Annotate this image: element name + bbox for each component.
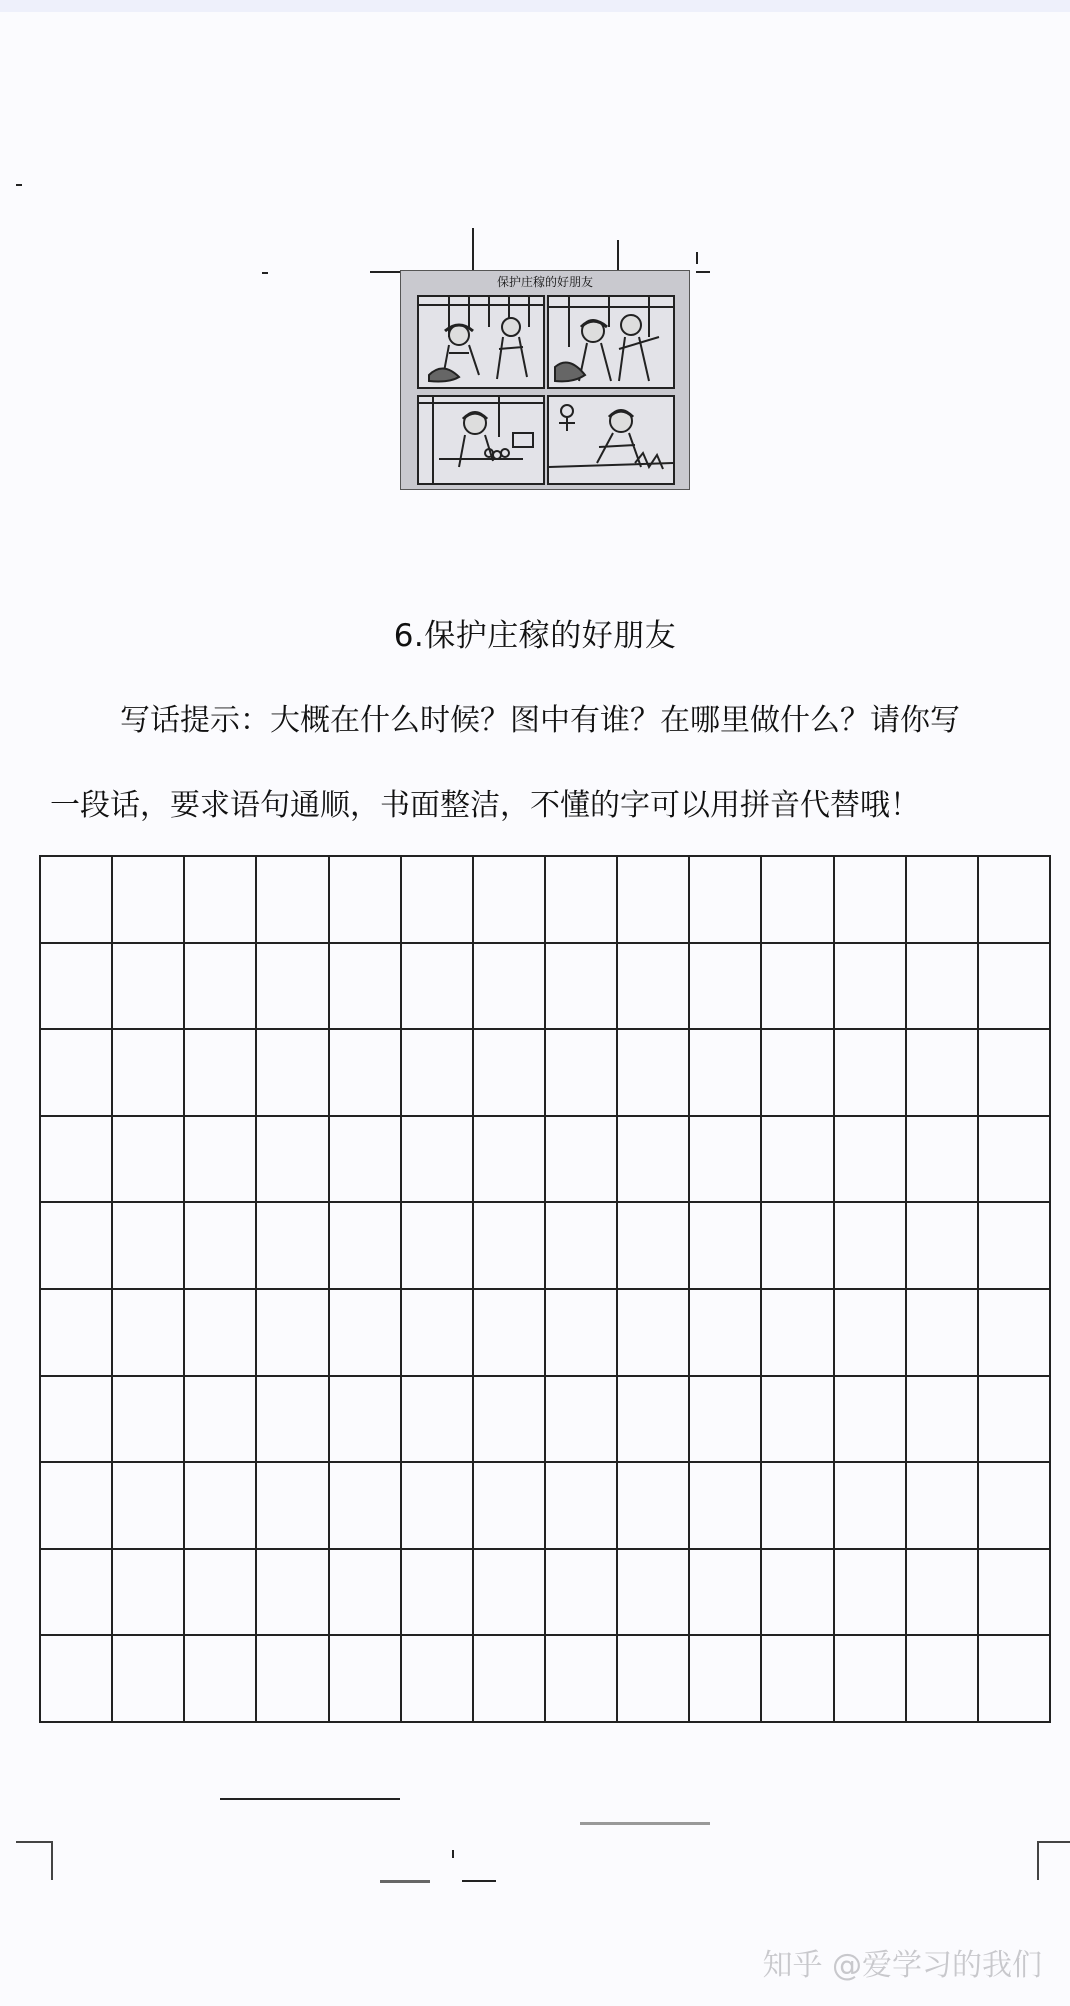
grid-cell[interactable] <box>546 1636 618 1723</box>
crop-corner-right <box>1036 1840 1070 1880</box>
grid-cell[interactable] <box>474 1117 546 1204</box>
grid-cell[interactable] <box>618 1203 690 1290</box>
grid-cell[interactable] <box>835 1117 907 1204</box>
grid-cell[interactable] <box>546 1463 618 1550</box>
grid-cell[interactable] <box>113 1377 185 1464</box>
grid-cell[interactable] <box>979 1463 1051 1550</box>
grid-cell[interactable] <box>835 944 907 1031</box>
scan-mark <box>16 184 22 186</box>
grid-cell[interactable] <box>618 1117 690 1204</box>
grid-cell[interactable] <box>402 857 474 944</box>
grid-cell[interactable] <box>474 857 546 944</box>
grid-cell[interactable] <box>907 1030 979 1117</box>
grid-cell[interactable] <box>185 1203 257 1290</box>
grid-cell[interactable] <box>113 1117 185 1204</box>
grid-cell[interactable] <box>113 1030 185 1117</box>
grid-cell[interactable] <box>907 1377 979 1464</box>
comic-title: 保护庄稼的好朋友 <box>496 275 593 289</box>
scan-mark <box>220 1798 400 1800</box>
grid-cell[interactable] <box>762 1117 834 1204</box>
comic-panel-2 <box>547 295 675 389</box>
grid-cell[interactable] <box>690 1117 762 1204</box>
grid-cell[interactable] <box>762 1377 834 1464</box>
grid-cell[interactable] <box>41 1117 113 1204</box>
grid-cell[interactable] <box>41 857 113 944</box>
grid-cell[interactable] <box>618 1463 690 1550</box>
grid-cell[interactable] <box>690 1377 762 1464</box>
grid-cell[interactable] <box>546 857 618 944</box>
grid-cell[interactable] <box>762 1030 834 1117</box>
grid-cell[interactable] <box>907 1203 979 1290</box>
grid-cell[interactable] <box>690 1203 762 1290</box>
grid-cell[interactable] <box>762 1463 834 1550</box>
grid-cell[interactable] <box>402 1203 474 1290</box>
grid-cell[interactable] <box>618 1636 690 1723</box>
grid-cell[interactable] <box>835 1550 907 1637</box>
exercise-title: 6.保护庄稼的好朋友 <box>393 618 677 654</box>
writing-prompt-line-1: 写话提示：大概在什么时候？图中有谁？在哪里做什么？请你写 <box>120 703 960 738</box>
grid-cell[interactable] <box>185 1550 257 1637</box>
grid-cell[interactable] <box>330 1117 402 1204</box>
grid-cell[interactable] <box>835 1636 907 1723</box>
scan-mark <box>696 271 710 273</box>
scan-mark <box>462 1880 496 1882</box>
grid-cell[interactable] <box>690 1290 762 1377</box>
grid-cell[interactable] <box>762 1290 834 1377</box>
grid-cell[interactable] <box>618 1030 690 1117</box>
grid-cell[interactable] <box>257 1290 329 1377</box>
grid-cell[interactable] <box>257 1117 329 1204</box>
grid-cell[interactable] <box>330 1550 402 1637</box>
grid-cell[interactable] <box>618 1377 690 1464</box>
grid-cell[interactable] <box>762 944 834 1031</box>
grid-cell[interactable] <box>907 1463 979 1550</box>
scan-mark <box>696 252 698 264</box>
grid-cell[interactable] <box>330 944 402 1031</box>
grid-cell[interactable] <box>185 1290 257 1377</box>
grid-cell[interactable] <box>546 1290 618 1377</box>
top-strip <box>0 0 1070 12</box>
grid-cell[interactable] <box>618 1290 690 1377</box>
crop-corner-left <box>16 1840 56 1880</box>
grid-cell[interactable] <box>835 1030 907 1117</box>
grid-cell[interactable] <box>402 944 474 1031</box>
grid-cell[interactable] <box>113 1550 185 1637</box>
grid-cell[interactable] <box>185 1377 257 1464</box>
grid-cell[interactable] <box>474 944 546 1031</box>
grid-cell[interactable] <box>835 1463 907 1550</box>
grid-cell[interactable] <box>41 1377 113 1464</box>
grid-cell[interactable] <box>185 1636 257 1723</box>
grid-cell[interactable] <box>835 857 907 944</box>
grid-cell[interactable] <box>402 1377 474 1464</box>
grid-cell[interactable] <box>185 1463 257 1550</box>
grid-cell[interactable] <box>762 857 834 944</box>
grid-cell[interactable] <box>402 1550 474 1637</box>
grid-cell[interactable] <box>41 1290 113 1377</box>
grid-cell[interactable] <box>690 1636 762 1723</box>
grid-cell[interactable] <box>979 857 1051 944</box>
comic-panel-4 <box>547 395 675 485</box>
grid-cell[interactable] <box>113 1463 185 1550</box>
grid-cell[interactable] <box>546 944 618 1031</box>
grid-cell[interactable] <box>330 1463 402 1550</box>
grid-cell[interactable] <box>257 1203 329 1290</box>
watermark: 知乎 @爱学习的我们 <box>762 1948 1042 1983</box>
grid-cell[interactable] <box>113 944 185 1031</box>
grid-cell[interactable] <box>979 1636 1051 1723</box>
grid-cell[interactable] <box>690 1030 762 1117</box>
grid-cell[interactable] <box>618 1550 690 1637</box>
grid-cell[interactable] <box>113 1203 185 1290</box>
grid-cell[interactable] <box>474 1290 546 1377</box>
grid-cell[interactable] <box>41 1463 113 1550</box>
grid-cell[interactable] <box>113 1636 185 1723</box>
grid-cell[interactable] <box>185 1117 257 1204</box>
grid-cell[interactable] <box>907 1636 979 1723</box>
grid-cell[interactable] <box>907 857 979 944</box>
grid-cell[interactable] <box>113 857 185 944</box>
grid-cell[interactable] <box>690 1463 762 1550</box>
grid-cell[interactable] <box>546 1117 618 1204</box>
grid-cell[interactable] <box>690 1550 762 1637</box>
scan-mark <box>580 1822 710 1825</box>
grid-cell[interactable] <box>546 1377 618 1464</box>
grid-cell[interactable] <box>979 1030 1051 1117</box>
grid-cell[interactable] <box>474 1463 546 1550</box>
scan-mark <box>452 1850 454 1858</box>
grid-cell[interactable] <box>402 1030 474 1117</box>
scan-mark <box>380 1880 430 1883</box>
grid-cell[interactable] <box>762 1203 834 1290</box>
grid-cell[interactable] <box>474 1030 546 1117</box>
grid-cell[interactable] <box>41 1030 113 1117</box>
grid-cell[interactable] <box>41 1203 113 1290</box>
grid-cell[interactable] <box>690 857 762 944</box>
grid-cell[interactable] <box>113 1290 185 1377</box>
grid-cell[interactable] <box>546 1550 618 1637</box>
writing-grid[interactable] <box>39 855 1051 1723</box>
grid-cell[interactable] <box>690 944 762 1031</box>
grid-cell[interactable] <box>546 1203 618 1290</box>
grid-cell[interactable] <box>907 1117 979 1204</box>
grid-cell[interactable] <box>402 1117 474 1204</box>
grid-cell[interactable] <box>330 1377 402 1464</box>
scan-mark <box>617 240 619 274</box>
grid-cell[interactable] <box>762 1550 834 1637</box>
grid-cell[interactable] <box>330 1203 402 1290</box>
grid-cell[interactable] <box>979 1203 1051 1290</box>
grid-cell[interactable] <box>257 1636 329 1723</box>
grid-cell[interactable] <box>185 857 257 944</box>
grid-cell[interactable] <box>330 1636 402 1723</box>
grid-cell[interactable] <box>907 1550 979 1637</box>
grid-cell[interactable] <box>907 944 979 1031</box>
scan-mark <box>262 272 268 274</box>
grid-cell[interactable] <box>41 1550 113 1637</box>
grid-cell[interactable] <box>330 1290 402 1377</box>
grid-cell[interactable] <box>257 944 329 1031</box>
scan-mark <box>472 228 474 274</box>
grid-cell[interactable] <box>907 1290 979 1377</box>
grid-cell[interactable] <box>979 944 1051 1031</box>
grid-cell[interactable] <box>835 1203 907 1290</box>
grid-cell[interactable] <box>979 1117 1051 1204</box>
grid-cell[interactable] <box>979 1377 1051 1464</box>
grid-cell[interactable] <box>474 1636 546 1723</box>
grid-cell[interactable] <box>41 1636 113 1723</box>
grid-cell[interactable] <box>257 1030 329 1117</box>
grid-cell[interactable] <box>330 857 402 944</box>
grid-cell[interactable] <box>402 1290 474 1377</box>
grid-cell[interactable] <box>257 1550 329 1637</box>
comic-illustration <box>400 270 690 490</box>
comic-panel-3 <box>417 395 545 485</box>
comic-panel-1 <box>417 295 545 389</box>
grid-cell[interactable] <box>979 1290 1051 1377</box>
grid-cell[interactable] <box>474 1550 546 1637</box>
writing-prompt-line-2: 一段话，要求语句通顺，书面整洁，不懂的字可以用拼音代替哦！ <box>50 788 920 823</box>
grid-cell[interactable] <box>762 1636 834 1723</box>
grid-cell[interactable] <box>835 1377 907 1464</box>
grid-cell[interactable] <box>41 944 113 1031</box>
grid-cell[interactable] <box>618 857 690 944</box>
grid-cell[interactable] <box>402 1636 474 1723</box>
grid-cell[interactable] <box>618 944 690 1031</box>
grid-cell[interactable] <box>257 1463 329 1550</box>
grid-cell[interactable] <box>835 1290 907 1377</box>
grid-cell[interactable] <box>979 1550 1051 1637</box>
grid-cell[interactable] <box>474 1203 546 1290</box>
grid-cell[interactable] <box>185 944 257 1031</box>
grid-cell[interactable] <box>474 1377 546 1464</box>
grid-cell[interactable] <box>402 1463 474 1550</box>
grid-cell[interactable] <box>257 1377 329 1464</box>
grid-cell[interactable] <box>185 1030 257 1117</box>
grid-cell[interactable] <box>330 1030 402 1117</box>
grid-cell[interactable] <box>546 1030 618 1117</box>
grid-cell[interactable] <box>257 857 329 944</box>
